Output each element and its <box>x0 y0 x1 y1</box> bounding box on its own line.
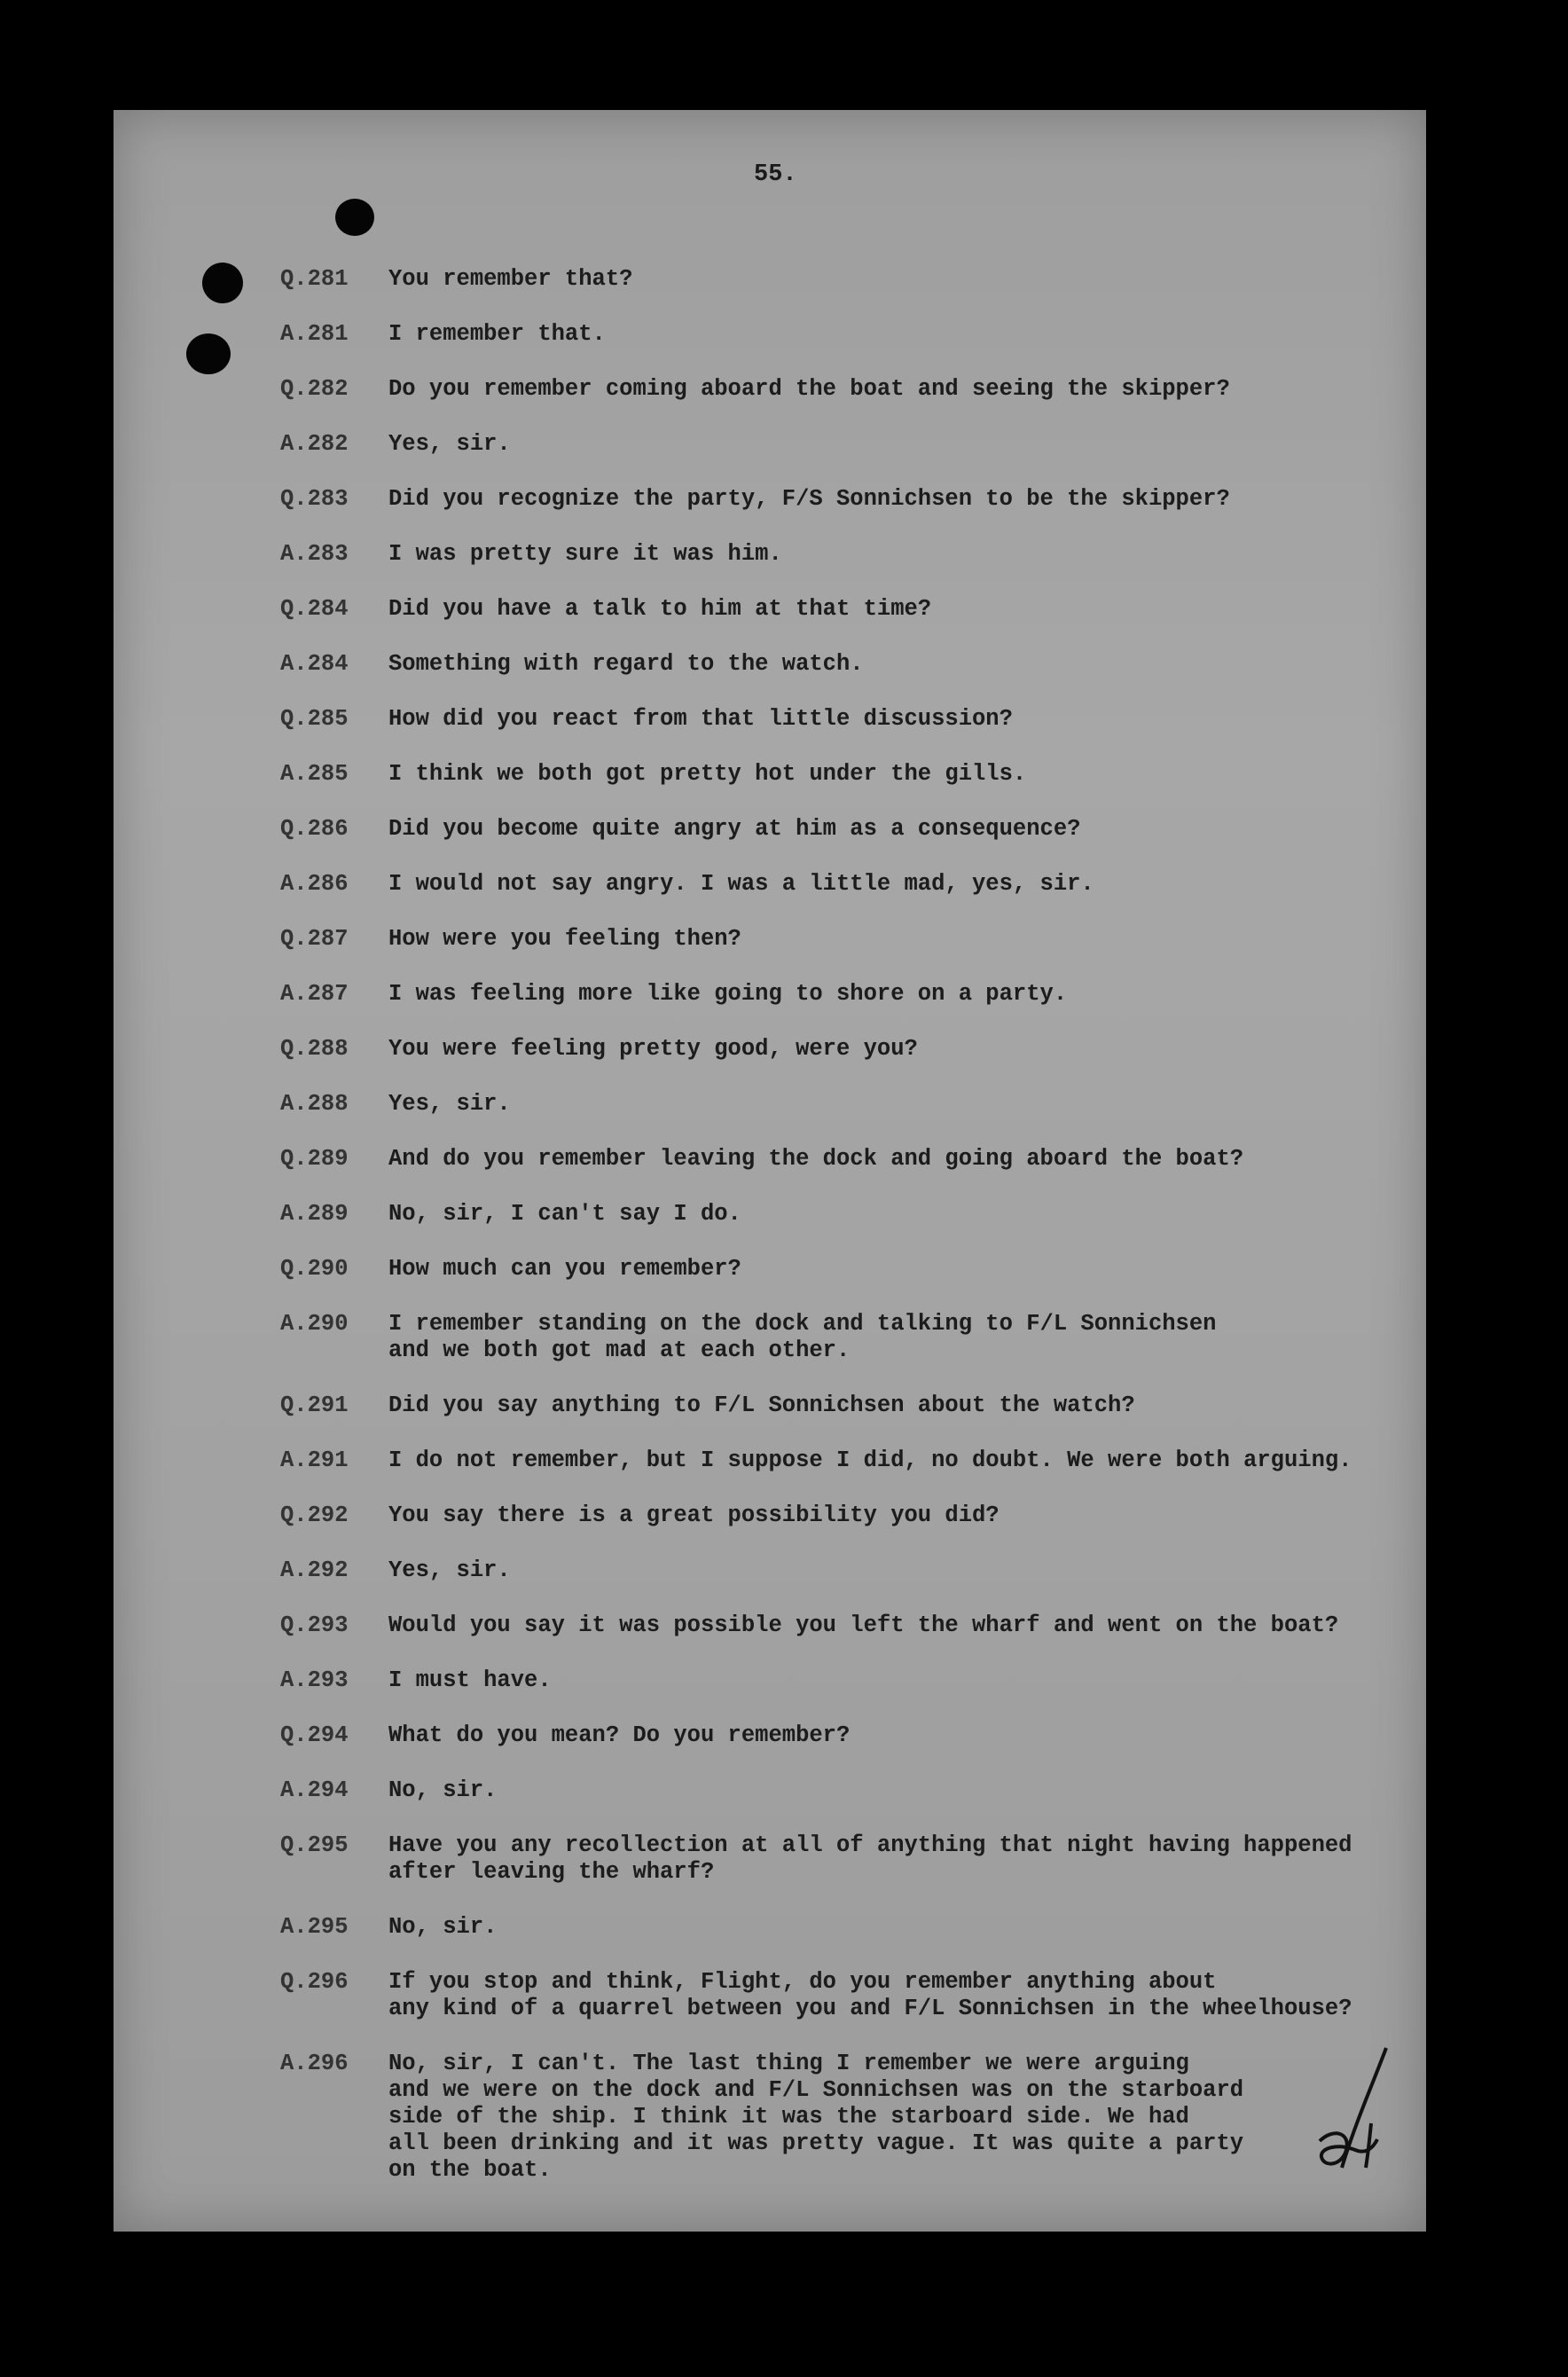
entry-text: I do not remember, but I suppose I did, no doubt. We were both arguing. <box>388 1447 1352 1473</box>
entry-text: What do you mean? Do you remember? <box>388 1722 851 1748</box>
entry-label: Q.288 <box>280 1036 349 1062</box>
punch-hole <box>335 199 374 236</box>
entry-text: Yes, sir. <box>388 431 511 457</box>
entry-label: A.282 <box>280 431 349 457</box>
entry-text: Have you any recollection at all of anything that night having happened after leaving the wharf? <box>388 1832 1352 1885</box>
entry-text: I would not say angry. I was a little mad, yes, sir. <box>388 871 1094 897</box>
entry-label: Q.294 <box>280 1722 349 1748</box>
entry-label: Q.282 <box>280 376 349 402</box>
entry-text: No, sir, I can't. The last thing I remember we were arguing and we were on the dock and F/L Sonnichsen was on the starboard side of the ship. I think it was the starboard side. We had all been drinking and it was pretty vague. It was quite a party on the boat. <box>388 2051 1244 2183</box>
question-entry <box>280 706 1398 761</box>
entry-label: Q.296 <box>280 1969 349 1995</box>
entry-label: Q.285 <box>280 706 349 732</box>
entry-text: I remember standing on the dock and talking to F/L Sonnichsen and we both got mad at each other. <box>388 1311 1217 1363</box>
question-entry <box>280 1502 1398 1557</box>
entry-text: You say there is a great possibility you did? <box>388 1502 1000 1528</box>
entry-text: Yes, sir. <box>388 1557 511 1583</box>
entry-label: A.288 <box>280 1091 349 1117</box>
entry-text: And do you remember leaving the dock and going aboard the boat? <box>388 1146 1244 1172</box>
entry-text: No, sir. <box>388 1914 498 1940</box>
entry-label: Q.295 <box>280 1832 349 1858</box>
entry-text: I was pretty sure it was him. <box>388 541 782 567</box>
entry-text: How did you react from that little discussion? <box>388 706 1013 732</box>
question-entry <box>280 1036 1398 1091</box>
entry-text: I must have. <box>388 1667 552 1693</box>
question-entry <box>280 266 1398 321</box>
document-page <box>114 110 1426 2232</box>
question-entry <box>280 596 1398 651</box>
entry-text: Would you say it was possible you left the wharf and went on the boat? <box>388 1612 1339 1638</box>
entry-label: Q.290 <box>280 1256 349 1282</box>
answer-entry <box>280 761 1398 816</box>
question-entry <box>280 926 1398 981</box>
punch-hole <box>202 263 243 303</box>
entry-text: You were feeling pretty good, were you? <box>388 1036 918 1062</box>
page-number: 55. <box>754 161 797 188</box>
entry-text: Something with regard to the watch. <box>388 651 864 677</box>
entry-text: Did you say anything to F/L Sonnichsen about the watch? <box>388 1392 1135 1418</box>
entry-label: A.291 <box>280 1447 349 1473</box>
entry-label: Q.291 <box>280 1392 349 1418</box>
answer-entry <box>280 321 1398 376</box>
entry-label: A.287 <box>280 981 349 1007</box>
answer-entry <box>280 1091 1398 1146</box>
entry-text: Do you remember coming aboard the boat and seeing the skipper? <box>388 376 1230 402</box>
answer-entry <box>280 871 1398 926</box>
entry-label: Q.283 <box>280 486 349 512</box>
transcript-body <box>280 266 1398 2185</box>
entry-text: No, sir, I can't say I do. <box>388 1201 741 1227</box>
entry-label: A.296 <box>280 2051 349 2076</box>
answer-entry <box>280 431 1398 486</box>
entry-label: Q.286 <box>280 816 349 842</box>
entry-text: Did you become quite angry at him as a consequence? <box>388 816 1081 842</box>
entry-text: Did you have a talk to him at that time? <box>388 596 932 622</box>
handwritten-initials <box>1302 2044 1408 2177</box>
entry-text: If you stop and think, Flight, do you remember anything about any kind of a quarrel between you and F/L Sonnichsen in the wheelhouse? <box>388 1969 1352 2021</box>
answer-entry <box>280 981 1398 1036</box>
question-entry <box>280 1969 1398 2051</box>
question-entry <box>280 1832 1398 1914</box>
answer-entry <box>280 1311 1398 1392</box>
entry-label: Q.292 <box>280 1502 349 1528</box>
entry-label: A.290 <box>280 1311 349 1337</box>
entry-label: Q.287 <box>280 926 349 952</box>
question-entry <box>280 376 1398 431</box>
entry-label: Q.281 <box>280 266 349 292</box>
answer-entry <box>280 651 1398 706</box>
entry-label: A.284 <box>280 651 349 677</box>
entry-text: I remember that. <box>388 321 606 347</box>
entry-label: A.294 <box>280 1777 349 1803</box>
entry-label: A.281 <box>280 321 349 347</box>
entry-text: Did you recognize the party, F/S Sonnichsen to be the skipper? <box>388 486 1230 512</box>
entry-label: A.293 <box>280 1667 349 1693</box>
entry-label: A.295 <box>280 1914 349 1940</box>
entry-label: A.283 <box>280 541 349 567</box>
entry-label: Q.284 <box>280 596 349 622</box>
answer-entry <box>280 1557 1398 1612</box>
entry-label: A.289 <box>280 1201 349 1227</box>
entry-label: Q.289 <box>280 1146 349 1172</box>
entry-text: No, sir. <box>388 1777 498 1803</box>
entry-text: I was feeling more like going to shore on a party. <box>388 981 1068 1007</box>
entry-label: A.292 <box>280 1557 349 1583</box>
answer-entry <box>280 1667 1398 1722</box>
entry-label: A.285 <box>280 761 349 787</box>
question-entry <box>280 1146 1398 1201</box>
answer-entry <box>280 2051 1398 2185</box>
entry-label: A.286 <box>280 871 349 897</box>
entry-text: I think we both got pretty hot under the gills. <box>388 761 1027 787</box>
entry-text: You remember that? <box>388 266 633 292</box>
question-entry <box>280 1392 1398 1447</box>
punch-hole <box>186 333 231 374</box>
answer-entry <box>280 1777 1398 1832</box>
question-entry <box>280 1722 1398 1777</box>
entry-text: How much can you remember? <box>388 1256 741 1282</box>
answer-entry <box>280 1201 1398 1256</box>
answer-entry <box>280 541 1398 596</box>
entry-text: Yes, sir. <box>388 1091 511 1117</box>
question-entry <box>280 1256 1398 1311</box>
question-entry <box>280 816 1398 871</box>
question-entry <box>280 486 1398 541</box>
entry-label: Q.293 <box>280 1612 349 1638</box>
answer-entry <box>280 1447 1398 1502</box>
entry-text: How were you feeling then? <box>388 926 741 952</box>
answer-entry <box>280 1914 1398 1969</box>
question-entry <box>280 1612 1398 1667</box>
